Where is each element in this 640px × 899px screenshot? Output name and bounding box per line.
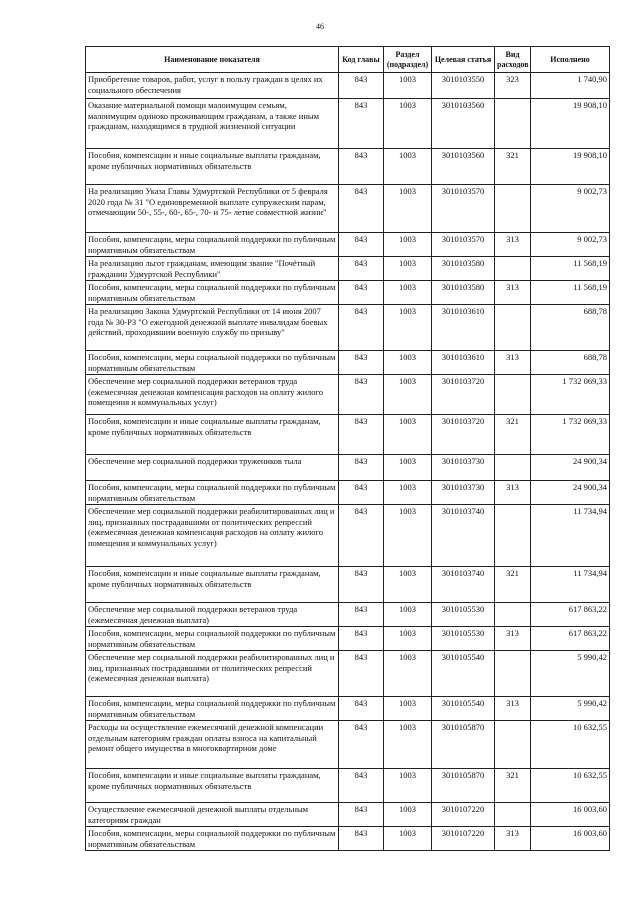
table-row xyxy=(86,375,610,415)
cell-name: На реализацию Закона Удмуртской Республики от 14 июня 2007 года № 30-РЗ "О ежегодной денежной выплате инвалидам боевых действий, проходившим военную службу по призыву" xyxy=(86,305,339,351)
cell-section: 1003 xyxy=(384,627,432,651)
cell-section: 1003 xyxy=(384,603,432,627)
cell-target: 3010103580 xyxy=(432,281,495,305)
cell-section: 1003 xyxy=(384,281,432,305)
cell-section: 1003 xyxy=(384,73,432,99)
cell-type: 323 xyxy=(495,73,531,99)
cell-target: 3010103740 xyxy=(432,567,495,603)
cell-code: 843 xyxy=(339,721,384,769)
cell-code: 843 xyxy=(339,505,384,567)
cell-name: Осуществление ежемесячной денежной выплаты отдельным категориям граждан xyxy=(86,803,339,827)
cell-section: 1003 xyxy=(384,185,432,233)
cell-name: Пособия, компенсации, меры социальной поддержки по публичным нормативным обязательствам xyxy=(86,697,339,721)
cell-executed: 11 734,94 xyxy=(531,567,610,603)
cell-executed: 688,78 xyxy=(531,305,610,351)
cell-target: 3010103580 xyxy=(432,257,495,281)
cell-section: 1003 xyxy=(384,567,432,603)
cell-target: 3010103560 xyxy=(432,99,495,149)
cell-name: Обеспечение мер социальной поддержки ветеранов труда (ежемесячная денежная компенсация расходов на оплату жилого помещения и коммунальных услуг) xyxy=(86,375,339,415)
cell-type xyxy=(495,455,531,481)
cell-section: 1003 xyxy=(384,257,432,281)
cell-section: 1003 xyxy=(384,803,432,827)
cell-code: 843 xyxy=(339,627,384,651)
cell-executed: 1 740,90 xyxy=(531,73,610,99)
cell-executed: 1 732 069,33 xyxy=(531,415,610,455)
cell-code: 843 xyxy=(339,185,384,233)
cell-target: 3010107220 xyxy=(432,827,495,851)
table-row xyxy=(86,281,610,305)
cell-target: 3010103730 xyxy=(432,481,495,505)
cell-executed: 9 002,73 xyxy=(531,185,610,233)
header-code: Код главы xyxy=(339,47,384,73)
cell-name: Обеспечение мер социальной поддержки реабилитированных лиц и лиц, признанных пострадавшими от политических репрессий (ежемесячная денежная компенсация расходов на оплату жилого помещения и коммунальных услуг) xyxy=(86,505,339,567)
cell-section: 1003 xyxy=(384,697,432,721)
table-row xyxy=(86,481,610,505)
cell-code: 843 xyxy=(339,149,384,185)
cell-name: Пособия, компенсации и иные социальные выплаты гражданам, кроме публичных нормативных обязательств xyxy=(86,415,339,455)
cell-name: Пособия, компенсации, меры социальной поддержки по публичным нормативным обязательствам xyxy=(86,481,339,505)
cell-code: 843 xyxy=(339,481,384,505)
table-row xyxy=(86,149,610,185)
cell-type xyxy=(495,803,531,827)
cell-executed: 11 568,19 xyxy=(531,281,610,305)
cell-code: 843 xyxy=(339,697,384,721)
cell-section: 1003 xyxy=(384,99,432,149)
cell-name: Пособия, компенсации, меры социальной поддержки по публичным нормативным обязательствам xyxy=(86,351,339,375)
cell-target: 3010103720 xyxy=(432,415,495,455)
cell-type xyxy=(495,257,531,281)
cell-name: Пособия, компенсации и иные социальные выплаты гражданам, кроме публичных нормативных обязательств xyxy=(86,567,339,603)
cell-name: Пособия, компенсации, меры социальной поддержки по публичным нормативным обязательствам xyxy=(86,627,339,651)
table-row xyxy=(86,651,610,697)
cell-code: 843 xyxy=(339,415,384,455)
cell-type: 313 xyxy=(495,627,531,651)
cell-type: 313 xyxy=(495,281,531,305)
cell-target: 3010103740 xyxy=(432,505,495,567)
cell-executed: 617 863,22 xyxy=(531,603,610,627)
cell-code: 843 xyxy=(339,73,384,99)
cell-executed: 688,78 xyxy=(531,351,610,375)
cell-executed: 617 863,22 xyxy=(531,627,610,651)
cell-section: 1003 xyxy=(384,305,432,351)
cell-name: Пособия, компенсации, меры социальной поддержки по публичным нормативным обязательствам xyxy=(86,827,339,851)
table-row xyxy=(86,769,610,803)
cell-executed: 10 632,55 xyxy=(531,769,610,803)
cell-target: 3010103570 xyxy=(432,185,495,233)
header-executed: Исполнено xyxy=(531,47,610,73)
cell-code: 843 xyxy=(339,651,384,697)
table-row xyxy=(86,567,610,603)
cell-section: 1003 xyxy=(384,351,432,375)
cell-name: Пособия, компенсации и иные социальные выплаты гражданам, кроме публичных нормативных обязательств xyxy=(86,149,339,185)
cell-type xyxy=(495,375,531,415)
cell-code: 843 xyxy=(339,769,384,803)
table-header xyxy=(86,47,610,73)
table-row xyxy=(86,305,610,351)
page-number: 46 xyxy=(316,22,324,31)
cell-target: 3010105540 xyxy=(432,651,495,697)
cell-executed: 19 908,10 xyxy=(531,99,610,149)
cell-code: 843 xyxy=(339,827,384,851)
cell-type xyxy=(495,505,531,567)
cell-target: 3010103560 xyxy=(432,149,495,185)
cell-name: Пособия, компенсации, меры социальной поддержки по публичным нормативным обязательствам xyxy=(86,281,339,305)
table-row xyxy=(86,827,610,851)
cell-target: 3010103610 xyxy=(432,351,495,375)
cell-type xyxy=(495,651,531,697)
cell-code: 843 xyxy=(339,375,384,415)
table-row xyxy=(86,627,610,651)
cell-target: 3010103550 xyxy=(432,73,495,99)
cell-target: 3010105540 xyxy=(432,697,495,721)
cell-code: 843 xyxy=(339,257,384,281)
header-section: Раздел (подраздел) xyxy=(384,47,432,73)
cell-type: 313 xyxy=(495,697,531,721)
cell-type: 313 xyxy=(495,481,531,505)
cell-executed: 11 568,19 xyxy=(531,257,610,281)
table-row xyxy=(86,721,610,769)
cell-target: 3010103610 xyxy=(432,305,495,351)
cell-type xyxy=(495,185,531,233)
cell-name: Приобретение товаров, работ, услуг в пользу граждан в целях их социального обеспечения xyxy=(86,73,339,99)
cell-code: 843 xyxy=(339,99,384,149)
cell-type xyxy=(495,99,531,149)
cell-section: 1003 xyxy=(384,415,432,455)
table-row xyxy=(86,603,610,627)
cell-section: 1003 xyxy=(384,149,432,185)
cell-target: 3010105530 xyxy=(432,627,495,651)
table-body xyxy=(86,73,610,851)
cell-target: 3010105870 xyxy=(432,769,495,803)
cell-section: 1003 xyxy=(384,375,432,415)
cell-executed: 16 003,60 xyxy=(531,827,610,851)
cell-target: 3010107220 xyxy=(432,803,495,827)
cell-type: 313 xyxy=(495,827,531,851)
table-row xyxy=(86,99,610,149)
cell-executed: 16 003,60 xyxy=(531,803,610,827)
cell-executed: 10 632,55 xyxy=(531,721,610,769)
cell-name: Оказание материальной помощи малоимущим семьям, малоимущим одиноко проживающим гражданам, а также иным гражданам, находящимся в трудной жизненной ситуации xyxy=(86,99,339,149)
table-row xyxy=(86,73,610,99)
cell-target: 3010105530 xyxy=(432,603,495,627)
cell-executed: 9 002,73 xyxy=(531,233,610,257)
cell-section: 1003 xyxy=(384,721,432,769)
cell-name: Расходы на осуществление ежемесячной денежной компенсации отдельным категориям граждан оплаты взноса на капитальный ремонт общего имущества в многоквартирном доме xyxy=(86,721,339,769)
cell-section: 1003 xyxy=(384,769,432,803)
cell-name: Обеспечение мер социальной поддержки ветеранов труда (ежемесячная денежная выплата) xyxy=(86,603,339,627)
table-row xyxy=(86,697,610,721)
cell-executed: 24 900,34 xyxy=(531,455,610,481)
cell-name: Пособия, компенсации, меры социальной поддержки по публичным нормативным обязательствам xyxy=(86,233,339,257)
table-row xyxy=(86,803,610,827)
cell-section: 1003 xyxy=(384,651,432,697)
cell-code: 843 xyxy=(339,351,384,375)
cell-type: 321 xyxy=(495,769,531,803)
cell-executed: 5 990,42 xyxy=(531,697,610,721)
cell-type: 321 xyxy=(495,567,531,603)
cell-code: 843 xyxy=(339,455,384,481)
cell-type: 321 xyxy=(495,149,531,185)
cell-code: 843 xyxy=(339,281,384,305)
header-type: Вид расходов xyxy=(495,47,531,73)
cell-type: 313 xyxy=(495,233,531,257)
header-target: Целевая статья xyxy=(432,47,495,73)
cell-code: 843 xyxy=(339,233,384,257)
table-row xyxy=(86,257,610,281)
cell-target: 3010103720 xyxy=(432,375,495,415)
cell-type xyxy=(495,721,531,769)
table-row xyxy=(86,233,610,257)
cell-section: 1003 xyxy=(384,455,432,481)
cell-name: Обеспечение мер социальной поддержки тружеников тыла xyxy=(86,455,339,481)
cell-executed: 24 900,34 xyxy=(531,481,610,505)
cell-code: 843 xyxy=(339,803,384,827)
cell-code: 843 xyxy=(339,567,384,603)
budget-table xyxy=(85,46,610,851)
cell-name: Пособия, компенсации и иные социальные выплаты гражданам, кроме публичных нормативных обязательств xyxy=(86,769,339,803)
cell-executed: 1 732 069,33 xyxy=(531,375,610,415)
cell-code: 843 xyxy=(339,305,384,351)
cell-code: 843 xyxy=(339,603,384,627)
table-row xyxy=(86,185,610,233)
cell-type: 313 xyxy=(495,351,531,375)
cell-name: На реализацию Указа Главы Удмуртской Республики от 5 февраля 2020 года № 31 "О единовременной выплате супружеским парам, отмечающим 50-, 55-, 60-, 65-, 70- и 75- летие совместной жизни" xyxy=(86,185,339,233)
cell-section: 1003 xyxy=(384,505,432,567)
cell-executed: 5 990,42 xyxy=(531,651,610,697)
cell-type: 321 xyxy=(495,415,531,455)
cell-section: 1003 xyxy=(384,827,432,851)
table-row xyxy=(86,415,610,455)
table-row xyxy=(86,455,610,481)
table-row xyxy=(86,505,610,567)
cell-executed: 19 908,10 xyxy=(531,149,610,185)
cell-type xyxy=(495,603,531,627)
cell-name: На реализацию льгот гражданам, имеющим звание "Почётный гражданин Удмуртской Республики" xyxy=(86,257,339,281)
cell-section: 1003 xyxy=(384,233,432,257)
cell-type xyxy=(495,305,531,351)
table-row xyxy=(86,351,610,375)
header-name: Наименование показателя xyxy=(86,47,339,73)
cell-name: Обеспечение мер социальной поддержки реабилитированных лиц и лиц, признанных пострадавшими от политических репрессий (ежемесячная денежная выплата) xyxy=(86,651,339,697)
cell-target: 3010103730 xyxy=(432,455,495,481)
cell-executed: 11 734,94 xyxy=(531,505,610,567)
cell-target: 3010103570 xyxy=(432,233,495,257)
cell-section: 1003 xyxy=(384,481,432,505)
cell-target: 3010105870 xyxy=(432,721,495,769)
